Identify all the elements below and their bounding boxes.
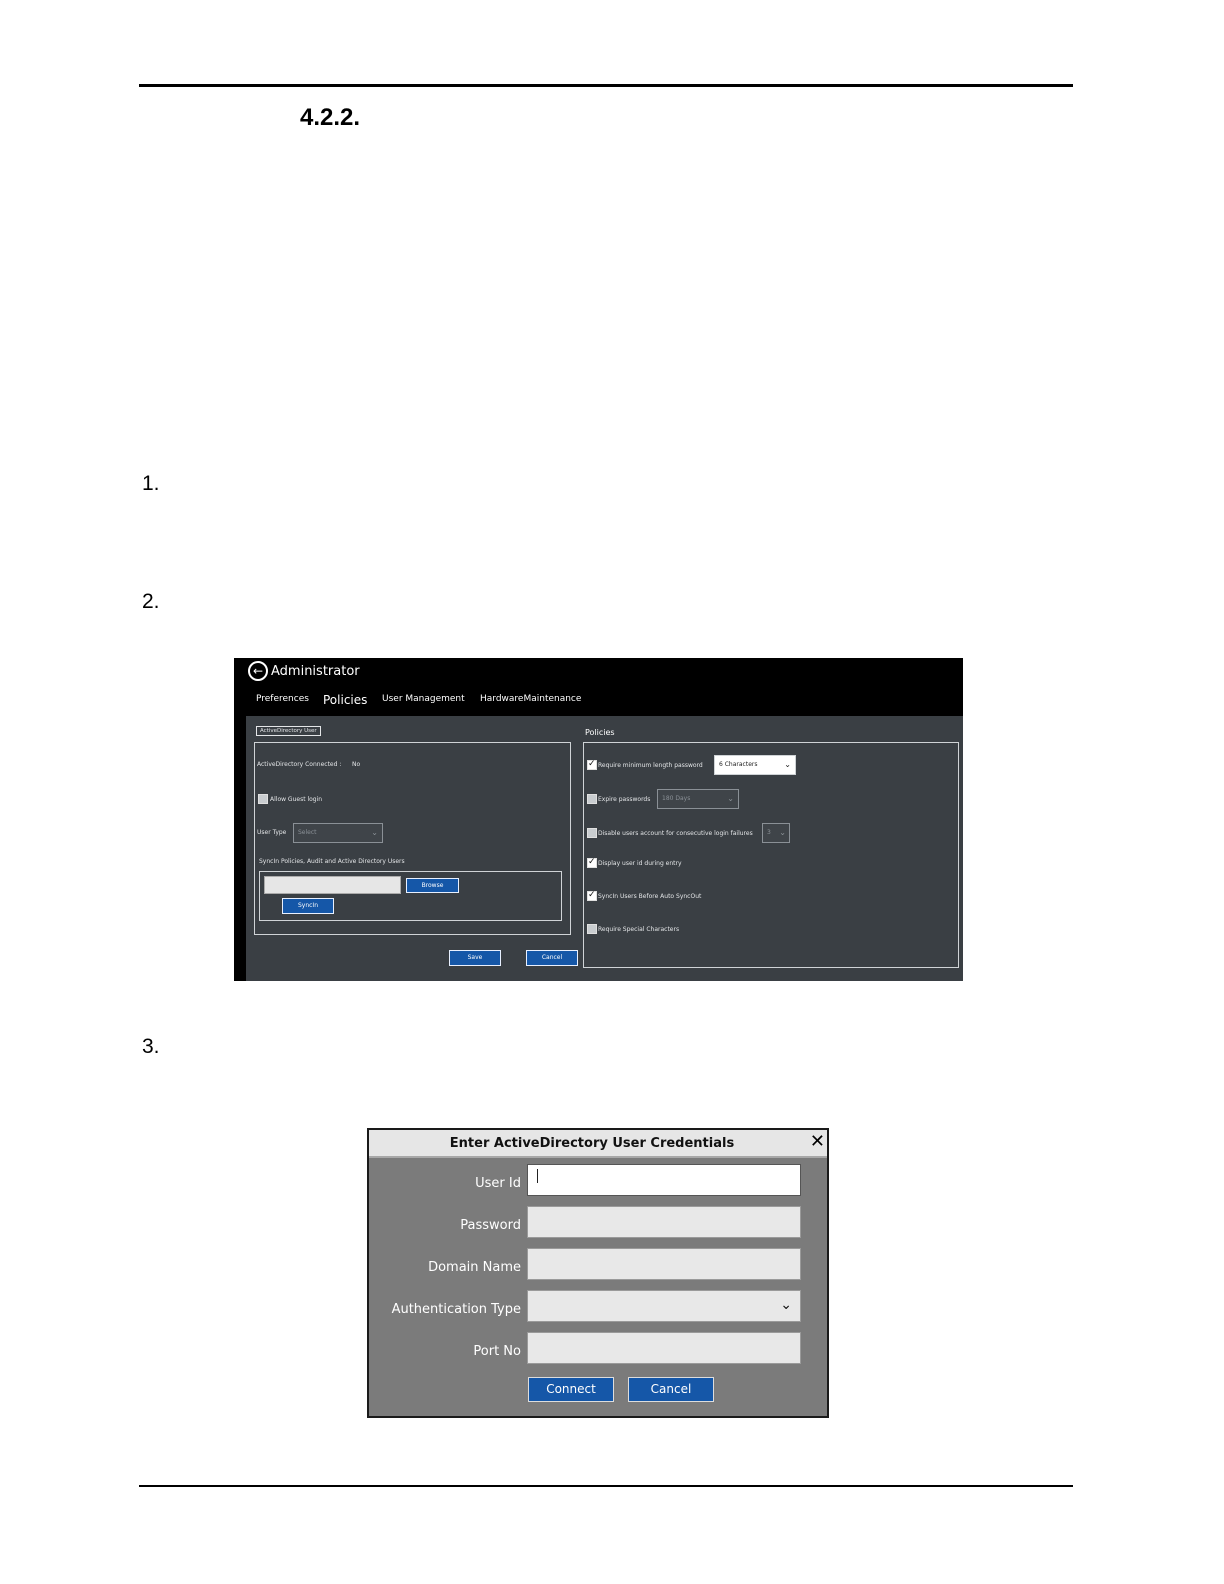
chevron-down-icon: ⌄ (784, 760, 791, 769)
policy-disable-account-label: Disable users account for consecutive login failures (598, 830, 753, 837)
policy-syncin-users-checkbox[interactable] (587, 891, 597, 901)
connect-button[interactable]: Connect (528, 1377, 614, 1402)
domain-name-input[interactable] (527, 1248, 801, 1280)
active-directory-user-header: ActiveDirectory User (256, 726, 321, 736)
chevron-down-icon: ⌄ (371, 828, 378, 837)
user-type-dropdown[interactable] (293, 823, 383, 843)
user-type-label: User Type (257, 829, 287, 836)
expire-days-dropdown[interactable] (657, 789, 739, 809)
policy-min-length-label: Require minimum length password (598, 762, 703, 769)
expire-days-value: 180 Days (662, 795, 691, 802)
dialog-cancel-button[interactable]: Cancel (628, 1377, 714, 1402)
syncin-button[interactable]: SyncIn (282, 898, 334, 914)
admin-title: Administrator (271, 664, 360, 679)
tab-preferences[interactable]: Preferences (256, 694, 309, 704)
policy-special-chars-checkbox[interactable] (587, 924, 597, 934)
file-path-input[interactable] (264, 876, 401, 894)
administrator-window (234, 658, 963, 981)
policy-display-user-id-label: Display user id during entry (598, 860, 682, 867)
dialog-title: Enter ActiveDirectory User Credentials (449, 1136, 735, 1151)
user-id-input[interactable] (527, 1164, 801, 1196)
policy-syncin-users-label: SyncIn Users Before Auto SyncOut (598, 893, 702, 900)
ad-connected-label: ActiveDirectory Connected : (257, 761, 342, 768)
min-length-value: 6 Characters (719, 761, 758, 768)
cancel-button[interactable]: Cancel (526, 950, 578, 966)
tab-user-management[interactable]: User Management (382, 694, 465, 704)
header-rule (139, 84, 1073, 87)
policies-panel (583, 742, 959, 968)
password-label: Password (460, 1218, 521, 1233)
policy-expire-checkbox[interactable] (587, 794, 597, 804)
chevron-down-icon: ⌄ (779, 828, 786, 837)
footer-rule (139, 1485, 1073, 1487)
port-no-label: Port No (473, 1344, 521, 1359)
save-button[interactable]: Save (449, 950, 501, 966)
authentication-type-label: Authentication Type (391, 1302, 521, 1317)
tab-policies[interactable]: Policies (323, 693, 368, 707)
login-failures-dropdown[interactable] (762, 823, 790, 843)
allow-guest-checkbox[interactable] (258, 794, 268, 804)
close-icon[interactable]: ✕ (809, 1131, 825, 1152)
step-number: 1. (142, 472, 160, 495)
chevron-down-icon: ⌄ (780, 1297, 792, 1313)
min-length-dropdown[interactable] (714, 755, 796, 775)
text-caret (537, 1169, 538, 1183)
policy-disable-account-checkbox[interactable] (587, 828, 597, 838)
chevron-down-icon: ⌄ (727, 794, 734, 803)
step-number: 3. (142, 1035, 160, 1058)
password-input[interactable] (527, 1206, 801, 1238)
user-id-label: User Id (475, 1176, 521, 1191)
policy-expire-label: Expire passwords (598, 796, 651, 803)
domain-name-label: Domain Name (428, 1260, 521, 1275)
policies-header: Policies (585, 728, 615, 737)
user-type-value: Select (298, 829, 317, 836)
policy-display-user-id-checkbox[interactable] (587, 858, 597, 868)
policy-min-length-checkbox[interactable] (587, 760, 597, 770)
back-arrow-icon[interactable]: ← (248, 661, 268, 681)
policy-special-chars-label: Require Special Characters (598, 926, 680, 933)
tab-hardware-maintenance[interactable]: HardwareMaintenance (480, 694, 582, 704)
authentication-type-dropdown[interactable] (527, 1290, 801, 1322)
ad-connected-value: No (352, 761, 361, 768)
allow-guest-label: Allow Guest login (270, 796, 323, 803)
login-failures-value: 3 (767, 829, 771, 836)
port-no-input[interactable] (527, 1332, 801, 1364)
section-number: 4.2.2. (300, 104, 361, 131)
syncin-label: SyncIn Policies, Audit and Active Directory Users (259, 858, 405, 865)
dialog-title-bar (369, 1130, 827, 1158)
credentials-dialog (367, 1128, 829, 1418)
admin-left-strip (234, 716, 246, 981)
browse-button[interactable]: Browse (406, 878, 459, 893)
step-number: 2. (142, 590, 160, 613)
